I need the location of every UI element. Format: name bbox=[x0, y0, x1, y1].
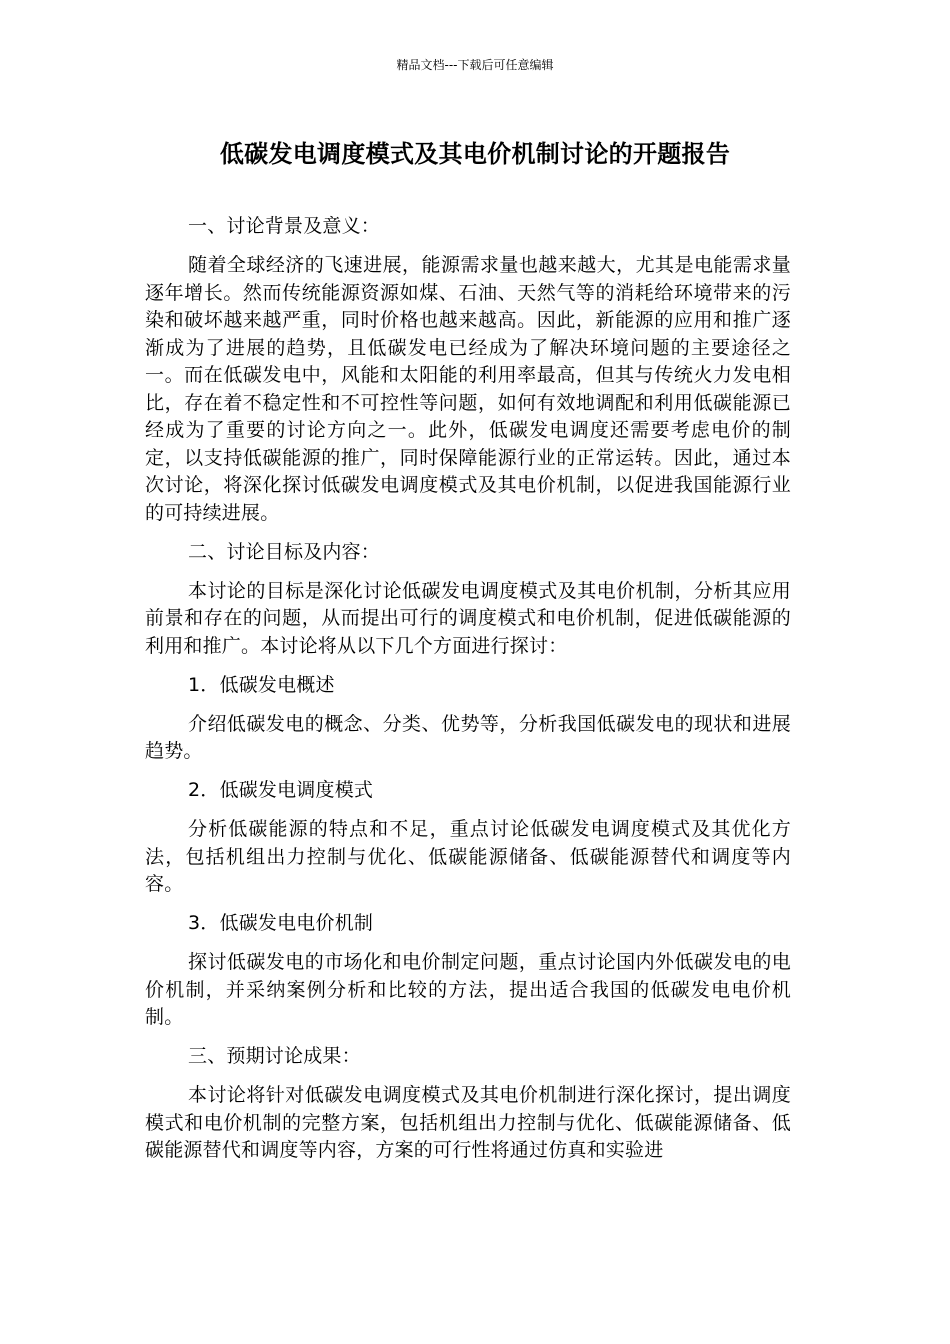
section-2-intro: 本讨论的目标是深化讨论低碳发电调度模式及其电价机制，分析其应用前景和存在的问题，从而提出可行的调度模式和电价机制，促进低碳能源的利用和推广。本讨论将从以下几个方面进行探讨： bbox=[145, 579, 791, 657]
document-body bbox=[145, 213, 791, 1176]
section-2-item-3-title: 3．低碳发电电价机制 bbox=[188, 912, 374, 934]
section-3-heading: 三、预期讨论成果： bbox=[188, 1045, 361, 1067]
section-2-item-2-title: 2．低碳发电调度模式 bbox=[188, 779, 374, 801]
section-2-item-1-title: 1．低碳发电概述 bbox=[188, 673, 335, 696]
section-2-item-3-text: 探讨低碳发电的市场化和电价制定问题，重点讨论国内外低碳发电的电价机制，并采纳案例分析和比较的方法，提出适合我国的低碳发电电价机制。 bbox=[145, 951, 791, 1028]
section-1-paragraph: 随着全球经济的飞速进展，能源需求量也越来越大，尤其是电能需求量逐年增长。然而传统能源资源如煤、石油、天然气等的消耗给环境带来的污染和破坏越来越严重，同时价格也越来越高。因此，新能源的应用和推广逐渐成为了进展的趋势，且低碳发电已经成为了解决环境问题的主要途径之一。而在低碳发电中，风能和太阳能的利用率最高，但其与传统火力发电相比，存在着不稳定性和不可控性等问题，如何有效地调配和利用低碳能源已经成为了重要的讨论方向之一。此外，低碳发电调度还需要考虑电价的制定，以支持低碳能源的推广，同时保障能源行业的正常运转。因此，通过本次讨论，将深化探讨低碳发电调度模式及其电价机制，以促进我国能源行业的可持续进展。 bbox=[145, 254, 791, 524]
section-2-item-2-text: 分析低碳能源的特点和不足，重点讨论低碳发电调度模式及其优化方法，包括机组出力控制与优化、低碳能源储备、低碳能源替代和调度等内容。 bbox=[145, 818, 791, 895]
section-2-heading: 二、讨论目标及内容： bbox=[188, 540, 381, 563]
page-header-watermark: 精品文档---下载后可任意编辑 bbox=[396, 58, 554, 72]
section-3-paragraph: 本讨论将针对低碳发电调度模式及其电价机制进行深化探讨，提出调度模式和电价机制的完整方案，包括机组出力控制与优化、低碳能源储备、低碳能源替代和调度等内容，方案的可行性将通过仿真和实验进 bbox=[145, 1084, 791, 1161]
document-title: 低碳发电调度模式及其电价机制讨论的开题报告 bbox=[219, 140, 731, 168]
section-1-heading: 一、讨论背景及意义： bbox=[188, 215, 381, 237]
section-2-item-1-text: 介绍低碳发电的概念、分类、优势等，分析我国低碳发电的现状和进展趋势。 bbox=[145, 712, 791, 762]
